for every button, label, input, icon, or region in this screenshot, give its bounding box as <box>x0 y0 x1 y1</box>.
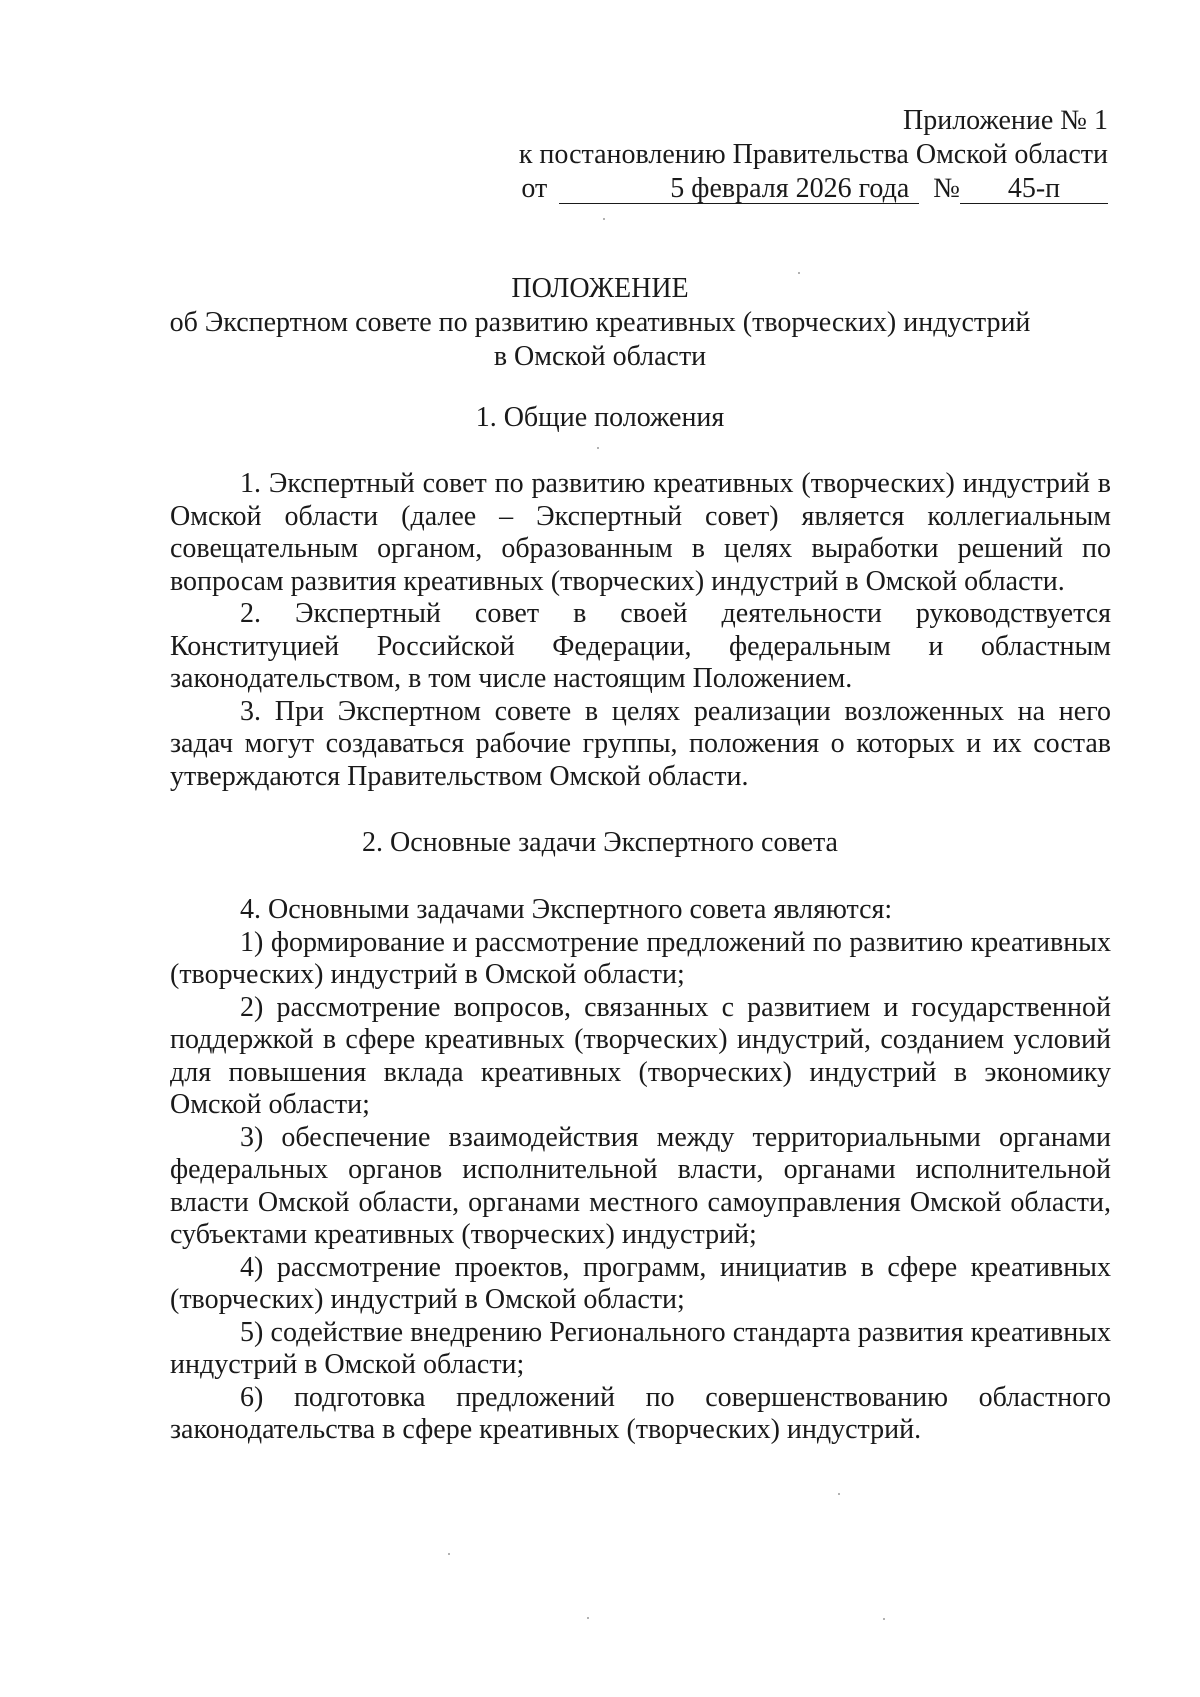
number-sign: № <box>933 173 960 204</box>
scan-speck <box>798 272 800 274</box>
appendix-title: Приложение № 1 <box>903 105 1108 136</box>
document-title <box>0 272 1200 374</box>
paragraph: 1. Экспертный совет по развитию креативных (творческих) индустрий в Омской области (далее – Экспертный совет) является коллегиальным совещательным органом, образованным в целях выработки решений по вопросам развития креативных (творческих) индустрий в Омской области. <box>170 468 1111 597</box>
title-subject: об Экспертном совете по развитию креативных (творческих) индустрий <box>169 307 1031 338</box>
resolution-date: 5 февраля 2026 года <box>559 175 919 204</box>
title-main: ПОЛОЖЕНИЕ <box>511 273 689 304</box>
scan-speck <box>883 1618 885 1620</box>
paragraph: 2. Экспертный совет в своей деятельности руководствуется Конституцией Российской Федерации, федеральным и областным законодательством, в том числе настоящим Положением. <box>170 598 1111 694</box>
scan-speck <box>587 1617 589 1619</box>
appendix-resolution-ref: к постановлению Правительства Омской области <box>518 139 1108 170</box>
from-label: от <box>521 173 548 204</box>
paragraph: 3. При Экспертном совете в целях реализации возложенных на него задач могут создаваться рабочие группы, положения о которых и их состав утверждаются Правительством Омской области. <box>170 695 1111 792</box>
list-item: 3) обеспечение взаимодействия между территориальными органами федеральных органов исполнительной власти, органами исполнительной власти Омской области, органами местного самоуправления Омской области, субъектами креативных (творческих) индустрий; <box>170 1121 1111 1250</box>
scan-speck <box>448 1553 450 1555</box>
section-1-heading: 1. Общие положения <box>475 402 725 433</box>
paragraph: 4. Основными задачами Экспертного совета являются: <box>240 894 893 925</box>
list-item: 6) подготовка предложений по совершенствованию областного законодательства в сфере креативных (творческих) индустрий. <box>170 1381 1111 1445</box>
list-item: 4) рассмотрение проектов, программ, инициатив в сфере креативных (творческих) индустрий в Омской области; <box>170 1251 1111 1315</box>
scan-speck <box>603 218 605 220</box>
title-region: в Омской области <box>493 341 707 372</box>
section-2-heading: 2. Основные задачи Экспертного совета <box>362 827 838 858</box>
appendix-date-number-row <box>519 172 1108 206</box>
scan-speck <box>838 1493 840 1495</box>
resolution-number: 45-п <box>960 175 1108 204</box>
list-item: 2) рассмотрение вопросов, связанных с развитием и государственной поддержкой в сфере креативных (творческих) индустрий, созданием условий для повышения вклада креативных (творческих) индустрий в экономику Омской области; <box>170 991 1111 1120</box>
list-item: 1) формирование и рассмотрение предложений по развитию креативных (творческих) индустрий в Омской области; <box>170 926 1111 990</box>
section-1-body <box>170 468 1111 793</box>
list-item: 5) содействие внедрению Регионального стандарта развития креативных индустрий в Омской области; <box>170 1316 1111 1380</box>
appendix-header <box>519 104 1108 206</box>
section-2-body <box>170 894 1111 1447</box>
scan-speck <box>597 447 599 449</box>
